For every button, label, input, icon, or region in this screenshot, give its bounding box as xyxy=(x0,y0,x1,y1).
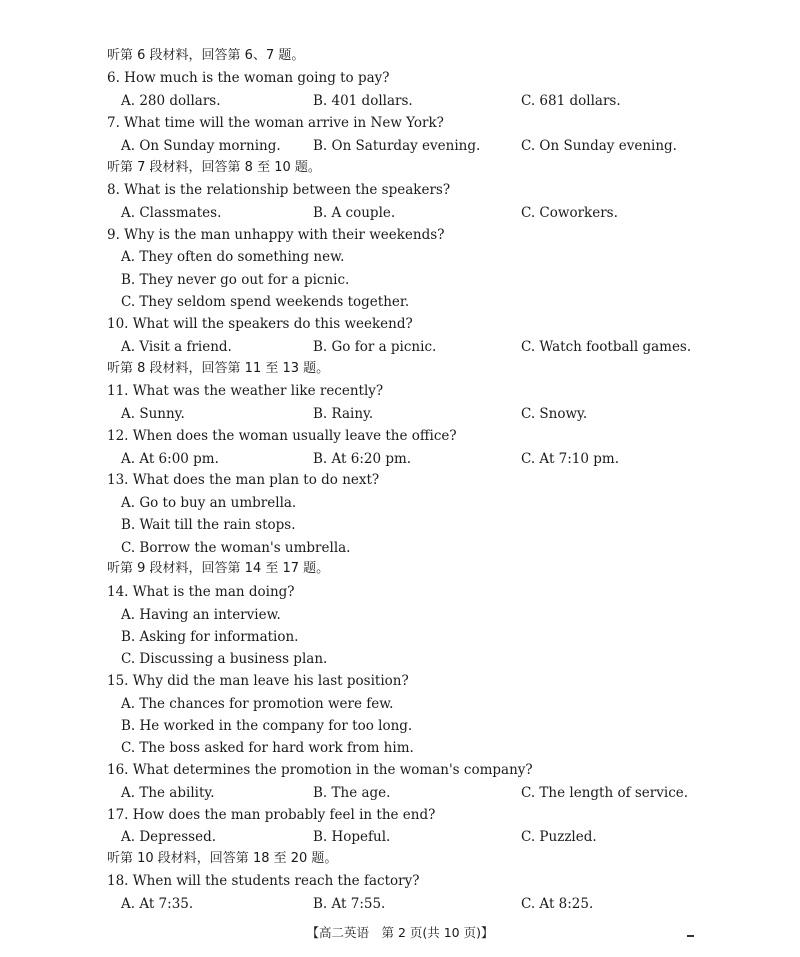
question-15: 15. Why did the man leave his last position? xyxy=(107,673,409,689)
corner-mark xyxy=(687,935,694,937)
question-17: 17. How does the man probably feel in the end? xyxy=(107,807,436,823)
question-12: 12. When does the woman usually leave the office? xyxy=(107,428,457,444)
q12-option-a: A. At 6:00 pm. xyxy=(121,451,219,467)
q6-option-c: C. 681 dollars. xyxy=(521,93,621,109)
q17-option-a: A. Depressed. xyxy=(121,829,217,845)
question-18: 18. When will the students reach the factory? xyxy=(107,873,420,889)
question-6: 6. How much is the woman going to pay? xyxy=(107,70,390,86)
q9-option-c: C. They seldom spend weekends together. xyxy=(121,294,410,310)
page-footer: 【高二英语 第 2 页(共 10 页)】 xyxy=(306,925,494,940)
q16-option-b: B. The age. xyxy=(313,785,391,801)
q12-option-c: C. At 7:10 pm. xyxy=(521,451,620,467)
q8-option-a: A. Classmates. xyxy=(121,205,222,221)
q14-option-b: B. Asking for information. xyxy=(121,629,299,645)
q6-option-b: B. 401 dollars. xyxy=(313,93,413,109)
question-16: 16. What determines the promotion in the woman's company? xyxy=(107,762,533,778)
question-9: 9. Why is the man unhappy with their weekends? xyxy=(107,227,445,243)
q14-option-a: A. Having an interview. xyxy=(121,607,281,623)
q18-option-a: A. At 7:35. xyxy=(121,896,194,912)
q11-option-b: B. Rainy. xyxy=(313,406,374,422)
q6-option-a: A. 280 dollars. xyxy=(121,93,221,109)
q14-option-c: C. Discussing a business plan. xyxy=(121,651,328,667)
section-header-8: 听第 8 段材料，回答第 11 至 13 题。 xyxy=(107,361,330,376)
question-10: 10. What will the speakers do this weekend? xyxy=(107,316,413,332)
section-header-7: 听第 7 段材料，回答第 8 至 10 题。 xyxy=(107,160,321,175)
q16-option-a: A. The ability. xyxy=(121,785,215,801)
q18-option-b: B. At 7:55. xyxy=(313,896,386,912)
question-8: 8. What is the relationship between the speakers? xyxy=(107,182,451,198)
question-11: 11. What was the weather like recently? xyxy=(107,383,384,399)
q11-option-a: A. Sunny. xyxy=(121,406,185,422)
q16-option-c: C. The length of service. xyxy=(521,785,689,801)
q8-option-c: C. Coworkers. xyxy=(521,205,618,221)
q7-option-a: A. On Sunday morning. xyxy=(121,138,281,154)
q13-option-a: A. Go to buy an umbrella. xyxy=(121,495,297,511)
q15-option-b: B. He worked in the company for too long. xyxy=(121,718,413,734)
q10-option-c: C. Watch football games. xyxy=(521,339,692,355)
q11-option-c: C. Snowy. xyxy=(521,406,588,422)
q7-option-b: B. On Saturday evening. xyxy=(313,138,481,154)
q18-option-c: C. At 8:25. xyxy=(521,896,594,912)
section-header-10: 听第 10 段材料，回答第 18 至 20 题。 xyxy=(107,851,338,866)
q15-option-a: A. The chances for promotion were few. xyxy=(121,696,394,712)
q10-option-a: A. Visit a friend. xyxy=(121,339,232,355)
q17-option-c: C. Puzzled. xyxy=(521,829,597,845)
question-13: 13. What does the man plan to do next? xyxy=(107,472,380,488)
q9-option-b: B. They never go out for a picnic. xyxy=(121,272,350,288)
q10-option-b: B. Go for a picnic. xyxy=(313,339,437,355)
q8-option-b: B. A couple. xyxy=(313,205,396,221)
q13-option-b: B. Wait till the rain stops. xyxy=(121,517,296,533)
question-7: 7. What time will the woman arrive in New York? xyxy=(107,115,444,131)
q15-option-c: C. The boss asked for hard work from him. xyxy=(121,740,414,756)
question-14: 14. What is the man doing? xyxy=(107,584,295,600)
q12-option-b: B. At 6:20 pm. xyxy=(313,451,412,467)
q7-option-c: C. On Sunday evening. xyxy=(521,138,677,154)
q17-option-b: B. Hopeful. xyxy=(313,829,391,845)
q9-option-a: A. They often do something new. xyxy=(121,249,345,265)
q13-option-c: C. Borrow the woman's umbrella. xyxy=(121,540,351,556)
section-header-6: 听第 6 段材料，回答第 6、7 题。 xyxy=(107,48,305,63)
section-header-9: 听第 9 段材料，回答第 14 至 17 题。 xyxy=(107,561,330,576)
